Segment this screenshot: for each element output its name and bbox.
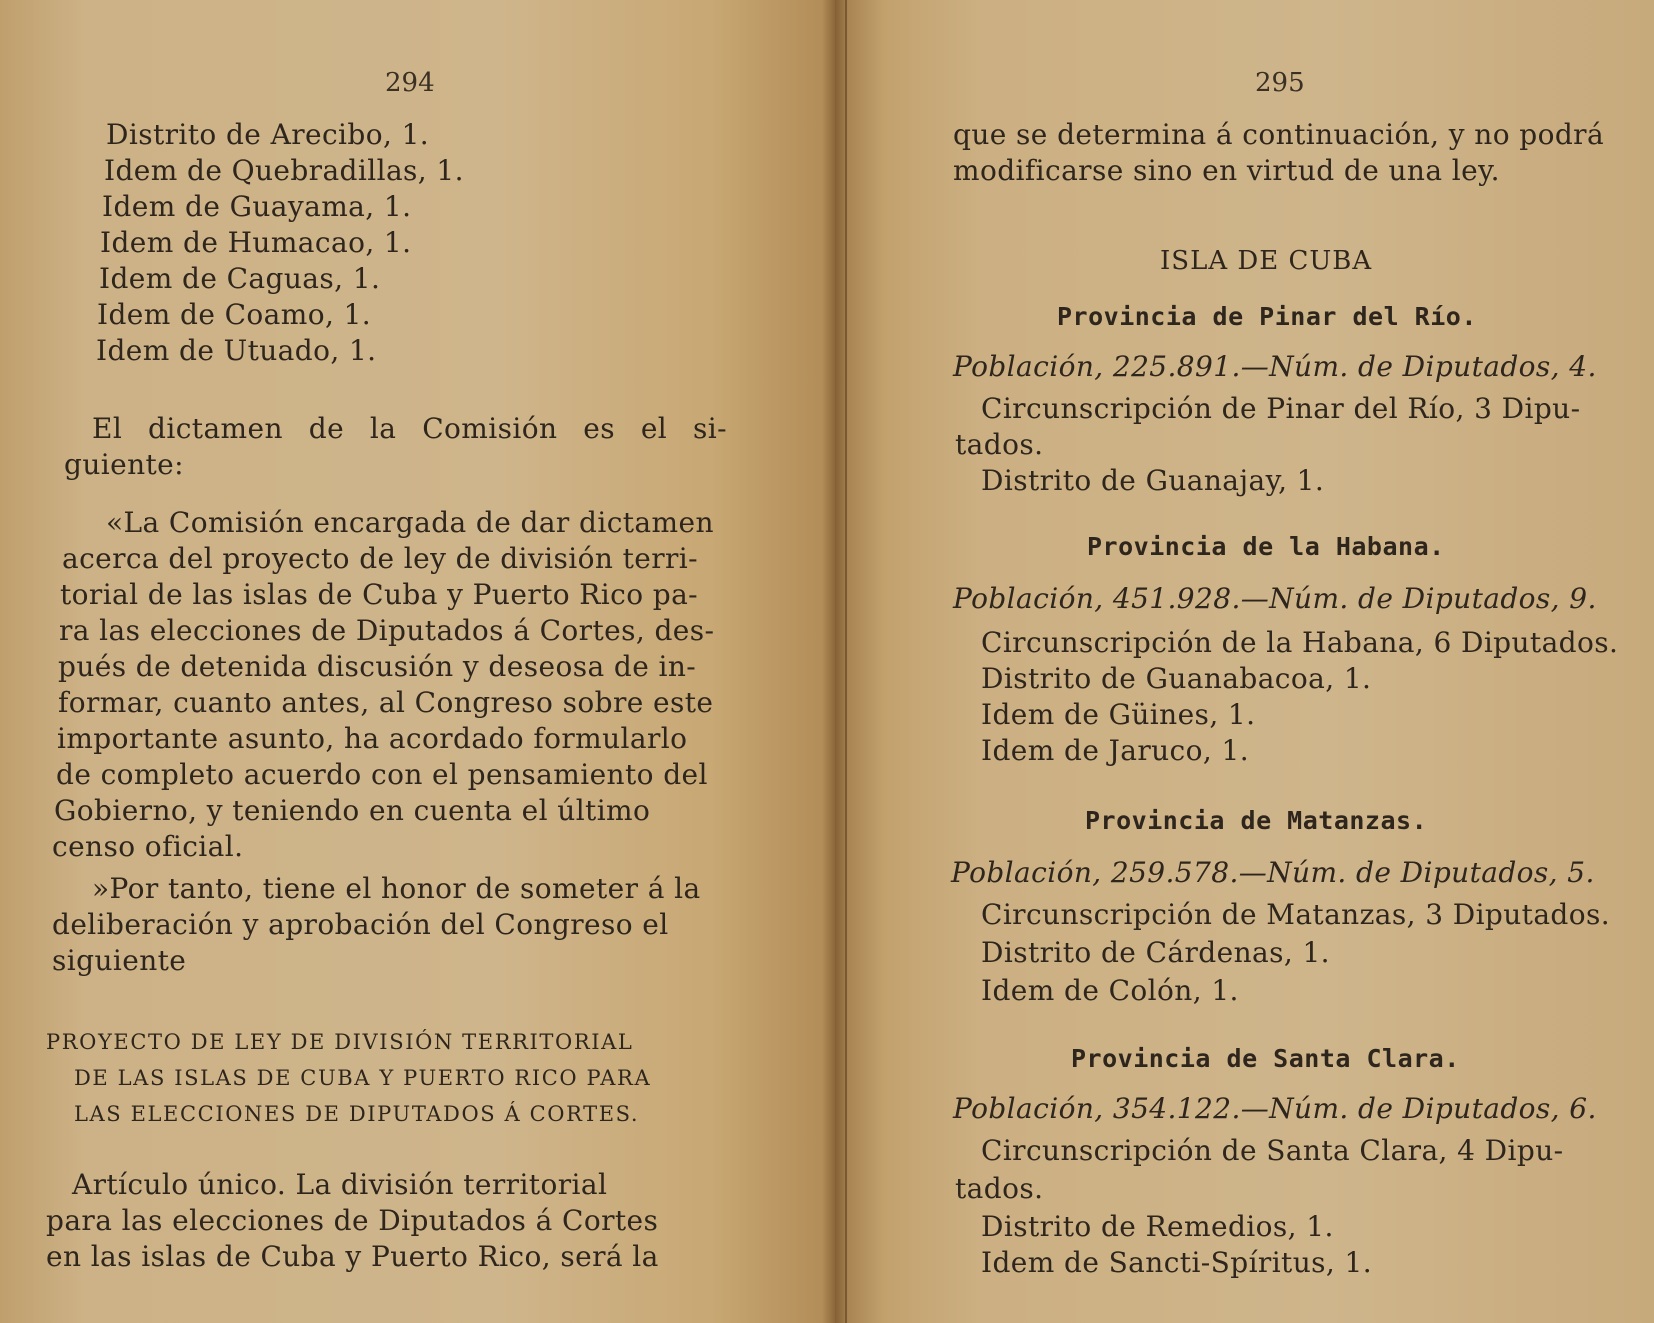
proyecto-title-line: LAS ELECCIONES DE DIPUTADOS Á CORTES. <box>74 1102 640 1126</box>
province-line: Distrito de Guanajay, 1. <box>981 464 1325 497</box>
list-item: Idem de Humacao, 1. <box>100 226 412 259</box>
intro-line: modificarse sino en virtud de una ley. <box>953 154 1500 187</box>
province-title: Provincia de Santa Clara. <box>1071 1044 1460 1073</box>
intro-line: El dictamen de la Comisión es el si- <box>92 412 727 445</box>
poblacion-line: Población, 259.578.—Núm. de Diputados, 5. <box>951 856 1595 889</box>
intro-line: que se determina á continuación, y no podrá <box>953 118 1605 151</box>
province-line: Idem de Güines, 1. <box>981 698 1256 731</box>
dictamen-line: deliberación y aprobación del Congreso el <box>52 908 669 941</box>
articulo-line: en las islas de Cuba y Puerto Rico, será la <box>46 1240 659 1273</box>
poblacion-line: Población, 354.122.—Núm. de Diputados, 6. <box>953 1092 1597 1125</box>
dictamen-line: censo oficial. <box>52 830 244 863</box>
province-line: Circunscripción de la Habana, 6 Diputados. <box>981 626 1619 659</box>
province-line: Idem de Jaruco, 1. <box>981 734 1249 767</box>
province-line: Distrito de Guanabacoa, 1. <box>981 662 1372 695</box>
dictamen-line: torial de las islas de Cuba y Puerto Rico pa- <box>60 578 699 611</box>
page-number-right: 295 <box>1255 68 1305 98</box>
poblacion-line: Población, 225.891.—Núm. de Diputados, 4. <box>953 350 1597 383</box>
province-title: Provincia de la Habana. <box>1087 532 1445 561</box>
dictamen-line: acerca del proyecto de ley de división terri- <box>62 542 699 575</box>
province-line: Circunscripción de Pinar del Río, 3 Dipu- <box>981 392 1581 425</box>
articulo-line: para las elecciones de Diputados á Cortes <box>46 1204 659 1237</box>
dictamen-line: formar, cuanto antes, al Congreso sobre este <box>58 686 714 719</box>
section-heading: ISLA DE CUBA <box>1160 246 1373 276</box>
province-line: Circunscripción de Santa Clara, 4 Dipu- <box>981 1134 1564 1167</box>
right-page <box>835 0 1654 1323</box>
gutter-fold <box>845 0 847 1323</box>
list-item: Distrito de Arecibo, 1. <box>106 118 430 151</box>
dictamen-line: »Por tanto, tiene el honor de someter á la <box>92 872 701 905</box>
province-line: tados. <box>955 428 1044 461</box>
dictamen-line: siguiente <box>52 944 187 977</box>
province-title: Provincia de Matanzas. <box>1085 806 1428 835</box>
province-line: Distrito de Cárdenas, 1. <box>981 936 1330 969</box>
dictamen-line: de completo acuerdo con el pensamiento del <box>56 758 708 791</box>
province-title: Provincia de Pinar del Río. <box>1057 302 1477 331</box>
province-line: Distrito de Remedios, 1. <box>981 1210 1334 1243</box>
dictamen-line: pués de detenida discusión y deseosa de in- <box>58 650 697 683</box>
page-number-left: 294 <box>385 68 435 98</box>
dictamen-line: ra las elecciones de Diputados á Cortes, des- <box>59 614 715 647</box>
articulo-line: Artículo único. La división territorial <box>72 1168 608 1201</box>
list-item: Idem de Quebradillas, 1. <box>104 154 464 187</box>
list-item: Idem de Guayama, 1. <box>102 190 412 223</box>
dictamen-line: «La Comisión encargada de dar dictamen <box>106 506 714 539</box>
intro-line: guiente: <box>64 448 184 481</box>
province-line: Idem de Colón, 1. <box>981 974 1239 1007</box>
list-item: Idem de Caguas, 1. <box>99 262 381 295</box>
list-item: Idem de Coamo, 1. <box>97 298 372 331</box>
province-line: Idem de Sancti-Spíritus, 1. <box>981 1246 1373 1279</box>
dictamen-line: importante asunto, ha acordado formularlo <box>57 722 688 755</box>
province-line: tados. <box>955 1172 1044 1205</box>
province-line: Circunscripción de Matanzas, 3 Diputados. <box>981 898 1611 931</box>
list-item: Idem de Utuado, 1. <box>96 334 377 367</box>
proyecto-title-line: DE LAS ISLAS DE CUBA Y PUERTO RICO PARA <box>74 1066 652 1090</box>
proyecto-title-line: PROYECTO DE LEY DE DIVISIÓN TERRITORIAL <box>46 1030 634 1054</box>
dictamen-line: Gobierno, y teniendo en cuenta el último <box>54 794 651 827</box>
poblacion-line: Población, 451.928.—Núm. de Diputados, 9. <box>953 582 1597 615</box>
